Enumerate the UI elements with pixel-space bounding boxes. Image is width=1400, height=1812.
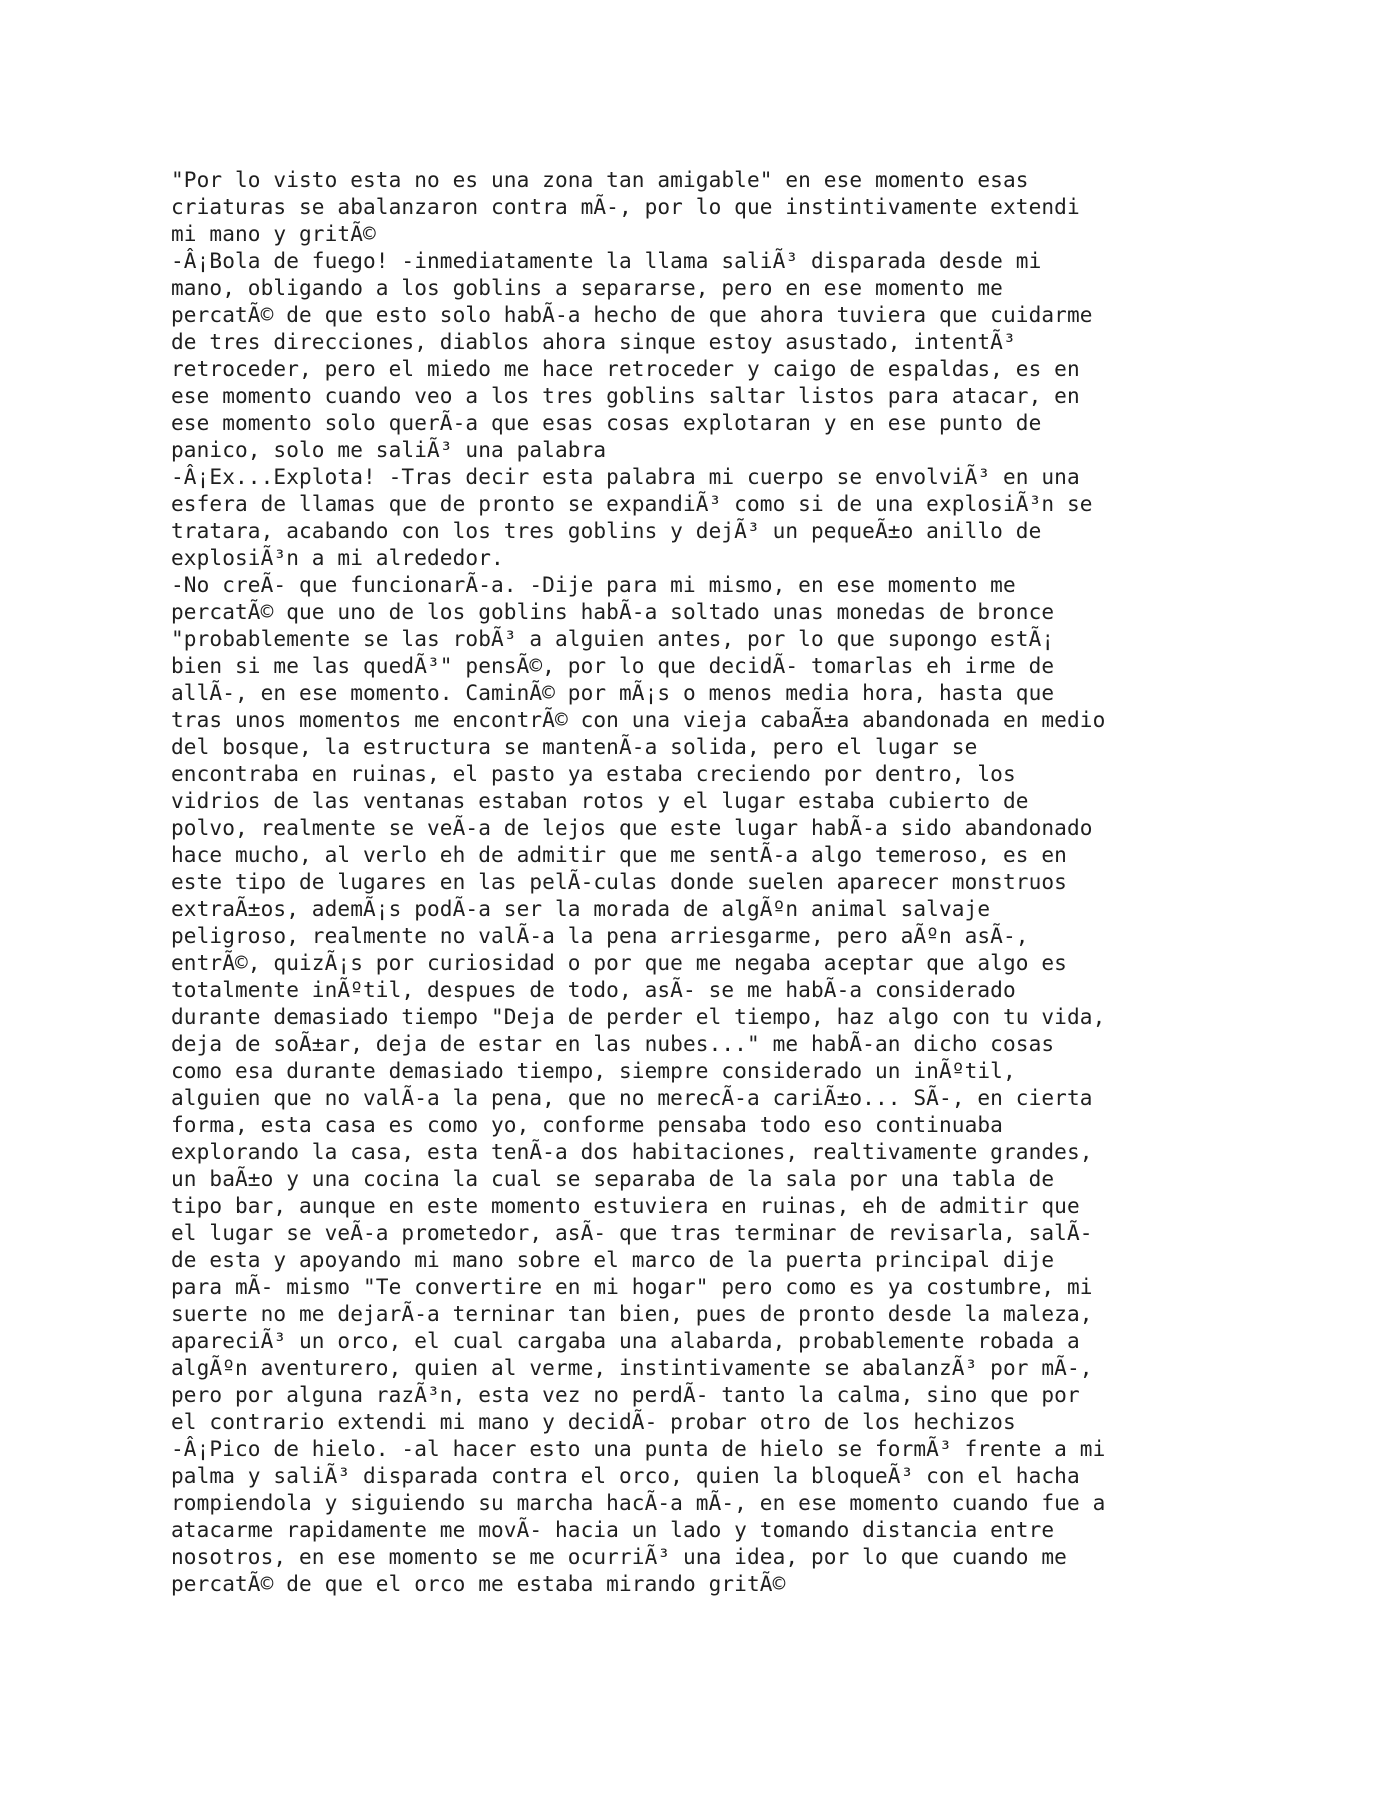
- text-line: percatÃ© de que el orco me estaba mirando gritÃ©: [171, 1571, 786, 1596]
- text-line: explorando la casa, esta tenÃ-a dos habitaciones, realtivamente grandes,: [171, 1139, 1093, 1164]
- text-line: mi mano y gritÃ©: [171, 221, 376, 246]
- text-line: mano, obligando a los goblins a separarse, pero en ese momento me: [171, 275, 1003, 300]
- text-line: este tipo de lugares en las pelÃ-culas donde suelen aparecer monstruos: [171, 869, 1067, 894]
- text-line: polvo, realmente se veÃ-a de lejos que este lugar habÃ-a sido abandonado: [171, 815, 1093, 840]
- text-line: "Por lo visto esta no es una zona tan amigable" en ese momento esas: [171, 167, 1029, 192]
- text-line: explosiÃ³n a mi alrededor.: [171, 545, 504, 570]
- text-line: vidrios de las ventanas estaban rotos y el lugar estaba cubierto de: [171, 788, 1029, 813]
- text-line: hace mucho, al verlo eh de admitir que me sentÃ-a algo temeroso, es en: [171, 842, 1067, 867]
- text-line: forma, esta casa es como yo, conforme pensaba todo eso continuaba: [171, 1112, 1003, 1137]
- text-line: bien si me las quedÃ³" pensÃ©, por lo que decidÃ- tomarlas eh irme de: [171, 653, 1055, 678]
- text-line: pero por alguna razÃ³n, esta vez no perdÃ- tanto la calma, sino que por: [171, 1382, 1080, 1407]
- text-line: para mÃ- mismo "Te convertire en mi hogar" pero como es ya costumbre, mi: [171, 1274, 1093, 1299]
- text-line: el contrario extendi mi mano y decidÃ- probar otro de los hechizos: [171, 1409, 1016, 1434]
- text-line: entrÃ©, quizÃ¡s por curiosidad o por que me negaba aceptar que algo es: [171, 950, 1067, 975]
- text-line: un baÃ±o y una cocina la cual se separaba de la sala por una tabla de: [171, 1166, 1055, 1191]
- text-line: deja de soÃ±ar, deja de estar en las nubes..." me habÃ-an dicho cosas: [171, 1031, 1055, 1056]
- text-line: -Â¡Bola de fuego! -inmediatamente la llama saliÃ³ disparada desde mi: [171, 248, 1042, 273]
- text-line: percatÃ© que uno de los goblins habÃ-a soltado unas monedas de bronce: [171, 599, 1055, 624]
- text-line: allÃ-, en ese momento. CaminÃ© por mÃ¡s o menos media hora, hasta que: [171, 680, 1055, 705]
- text-line: panico, solo me saliÃ³ una palabra: [171, 437, 607, 462]
- text-line: algÃºn aventurero, quien al verme, instintivamente se abalanzÃ³ por mÃ-,: [171, 1355, 1093, 1380]
- text-line: suerte no me dejarÃ-a terninar tan bien, pues de pronto desde la maleza,: [171, 1301, 1093, 1326]
- text-line: nosotros, en ese momento se me ocurriÃ³ una idea, por lo que cuando me: [171, 1544, 1067, 1569]
- text-line: -No creÃ- que funcionarÃ-a. -Dije para mi mismo, en ese momento me: [171, 572, 1016, 597]
- text-line: retroceder, pero el miedo me hace retroceder y caigo de espaldas, es en: [171, 356, 1080, 381]
- text-line: percatÃ© de que esto solo habÃ-a hecho de que ahora tuviera que cuidarme: [171, 302, 1093, 327]
- text-line: tras unos momentos me encontrÃ© con una vieja cabaÃ±a abandonada en medio: [171, 707, 1106, 732]
- text-line: totalmente inÃºtil, despues de todo, asÃ- se me habÃ-a considerado: [171, 977, 1016, 1002]
- text-line: el lugar se veÃ-a prometedor, asÃ- que tras terminar de revisarla, salÃ-: [171, 1220, 1093, 1245]
- text-line: rompiendola y siguiendo su marcha hacÃ-a mÃ-, en ese momento cuando fue a: [171, 1490, 1106, 1515]
- text-line: tratara, acabando con los tres goblins y dejÃ³ un pequeÃ±o anillo de: [171, 518, 1042, 543]
- text-line: extraÃ±os, ademÃ¡s podÃ-a ser la morada de algÃºn animal salvaje: [171, 896, 991, 921]
- text-line: peligroso, realmente no valÃ-a la pena arriesgarme, pero aÃºn asÃ-,: [171, 923, 1029, 948]
- text-line: de tres direcciones, diablos ahora sinque estoy asustado, intentÃ³: [171, 329, 1016, 354]
- text-line: del bosque, la estructura se mantenÃ-a solida, pero el lugar se: [171, 734, 978, 759]
- text-line: de esta y apoyando mi mano sobre el marco de la puerta principal dije: [171, 1247, 1055, 1272]
- text-line: esfera de llamas que de pronto se expandiÃ³ como si de una explosiÃ³n se: [171, 491, 1093, 516]
- text-line: palma y saliÃ³ disparada contra el orco, quien la bloqueÃ³ con el hacha: [171, 1463, 1080, 1488]
- text-line: criaturas se abalanzaron contra mÃ-, por lo que instintivamente extendi: [171, 194, 1080, 219]
- body-text: [171, 166, 1251, 1597]
- text-line: durante demasiado tiempo "Deja de perder el tiempo, haz algo con tu vida,: [171, 1004, 1106, 1029]
- text-line: como esa durante demasiado tiempo, siempre considerado un inÃºtil,: [171, 1058, 1016, 1083]
- text-line: tipo bar, aunque en este momento estuviera en ruinas, eh de admitir que: [171, 1193, 1080, 1218]
- text-line: ese momento cuando veo a los tres goblins saltar listos para atacar, en: [171, 383, 1080, 408]
- text-line: apareciÃ³ un orco, el cual cargaba una alabarda, probablemente robada a: [171, 1328, 1080, 1353]
- text-line: ese momento solo querÃ-a que esas cosas explotaran y en ese punto de: [171, 410, 1042, 435]
- text-line: encontraba en ruinas, el pasto ya estaba creciendo por dentro, los: [171, 761, 1016, 786]
- text-line: "probablemente se las robÃ³ a alguien antes, por lo que supongo estÃ¡: [171, 626, 1055, 651]
- text-line: -Â¡Ex...Explota! -Tras decir esta palabra mi cuerpo se envolviÃ³ en una: [171, 464, 1080, 489]
- text-line: atacarme rapidamente me movÃ- hacia un lado y tomando distancia entre: [171, 1517, 1055, 1542]
- text-line: alguien que no valÃ-a la pena, que no merecÃ-a cariÃ±o... SÃ-, en cierta: [171, 1085, 1093, 1110]
- text-line: -Â¡Pico de hielo. -al hacer esto una punta de hielo se formÃ³ frente a mi: [171, 1436, 1106, 1461]
